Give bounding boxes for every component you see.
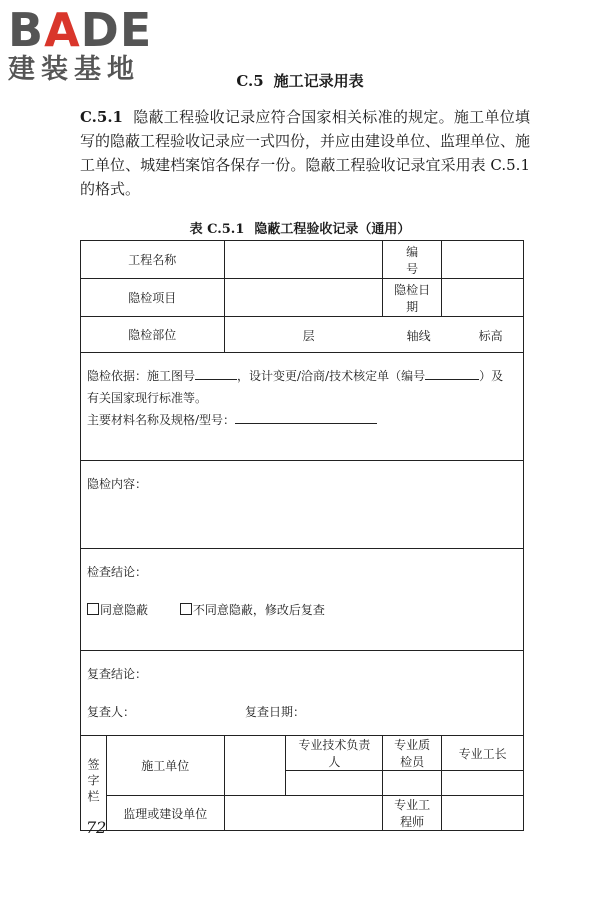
clause-number: C.5.1	[80, 108, 123, 126]
inspection-content-cell[interactable]	[81, 461, 524, 549]
clause-text: 隐蔽工程验收记录应符合国家相关标准的规定。施工单位填写的隐蔽工程验收记录应一式四份，并应由建设单位、监理单位、施工单位、城建档案馆各保存一份。隐蔽工程验收记录宜采用表 C.5.1 的格式。	[80, 108, 531, 198]
section-heading	[0, 70, 600, 91]
rechecker-label: 复查人：	[87, 705, 136, 719]
supervision-unit-value[interactable]	[224, 796, 383, 831]
materials-line: 主要材料名称及规格/型号：	[87, 409, 517, 431]
check-conclusion-cell	[81, 549, 524, 651]
label-serial-no: 编 号	[383, 241, 442, 279]
engineer-signature[interactable]	[442, 796, 524, 831]
elevation-label: 标高	[478, 328, 503, 343]
table-number: 表 C.5.1	[189, 222, 245, 237]
value-inspection-item[interactable]	[224, 279, 383, 317]
change-no-blank[interactable]	[425, 366, 479, 380]
page-number: 72	[86, 818, 107, 837]
foreman-label: 专业工长	[442, 736, 524, 771]
clause-paragraph	[80, 105, 530, 201]
label-inspection-item: 隐检项目	[81, 279, 225, 317]
table-caption	[0, 218, 600, 237]
foreman-signature[interactable]	[442, 771, 524, 796]
tech-lead-label: 专业技术负责人	[286, 736, 383, 771]
disagree-checkbox[interactable]	[180, 603, 192, 615]
basis-line: 隐检依据：施工图号 ，设计变更/洽商/技术核定单（编号 ）及	[87, 365, 517, 387]
agree-option[interactable]: 同意隐蔽	[87, 603, 148, 617]
logo-subtitle: 建装基地	[8, 54, 140, 85]
quality-inspector-signature[interactable]	[383, 771, 442, 796]
logo-wordmark: BADE	[8, 3, 153, 57]
construction-unit-value[interactable]	[224, 736, 286, 796]
engineer-label: 专业工程师	[383, 796, 442, 831]
value-inspection-date[interactable]	[442, 279, 524, 317]
construction-unit-label: 施工单位	[106, 736, 224, 796]
disagree-option[interactable]: 不同意隐蔽，修改后复查	[180, 603, 325, 617]
section-number: C.5	[236, 72, 264, 90]
agree-checkbox[interactable]	[87, 603, 99, 615]
materials-blank[interactable]	[235, 410, 377, 424]
inspection-content-label: 隐检内容：	[87, 477, 148, 491]
recheck-conclusion-label: 复查结论：	[87, 667, 148, 681]
inspection-basis-cell	[81, 353, 524, 461]
label-inspection-date: 隐检日期	[383, 279, 442, 317]
drawing-no-blank[interactable]	[195, 366, 237, 380]
recheck-date-label: 复查日期：	[245, 705, 306, 719]
basis-line-2: 有关国家现行标准等。	[87, 391, 208, 405]
check-conclusion-label: 检查结论：	[87, 565, 148, 579]
section-title: 施工记录用表	[273, 72, 364, 90]
axis-label: 轴线	[406, 328, 431, 343]
inspection-record-form	[80, 240, 524, 831]
recheck-cell	[81, 651, 524, 736]
supervision-unit-label: 监理或建设单位	[106, 796, 224, 831]
value-inspection-part[interactable]	[224, 317, 523, 353]
tech-lead-signature[interactable]	[286, 771, 383, 796]
label-inspection-part: 隐检部位	[81, 317, 225, 353]
sign-column-label: 签字栏	[81, 736, 107, 831]
label-project-name: 工程名称	[81, 241, 225, 279]
value-serial-no[interactable]	[442, 241, 524, 279]
quality-inspector-label: 专业质检员	[383, 736, 442, 771]
value-project-name[interactable]	[224, 241, 383, 279]
floor-label: 层	[302, 328, 315, 343]
table-title: 隐蔽工程验收记录（通用）	[254, 222, 411, 237]
